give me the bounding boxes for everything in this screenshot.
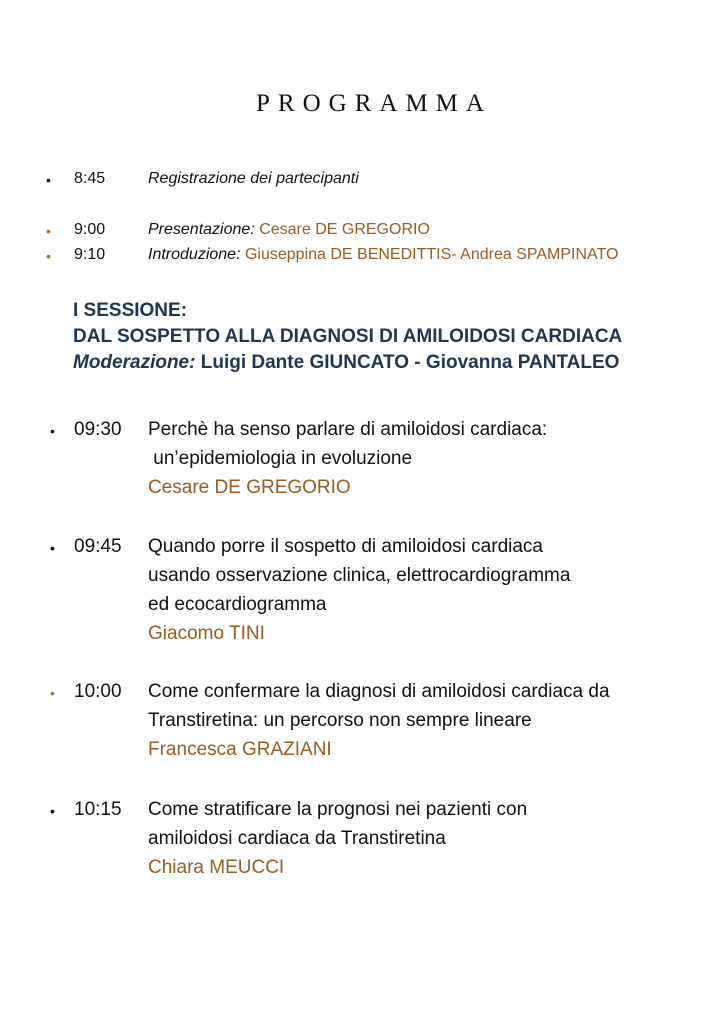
- talk-title-line: Transtiretina: un percorso non sempre lineare: [148, 710, 532, 731]
- talk-title-line: usando osservazione clinica, elettrocardiogramma: [148, 565, 571, 586]
- talk-speaker: Cesare DE GREGORIO: [148, 477, 351, 498]
- page-title: PROGRAMMA: [256, 90, 492, 117]
- talk-time: 10:00: [74, 681, 122, 702]
- moderation-label: Moderazione:: [73, 352, 196, 373]
- talk-body: [148, 677, 610, 764]
- bullet-icon: •: [46, 223, 51, 239]
- session-header: [73, 298, 622, 376]
- item-time: 9:10: [74, 246, 106, 263]
- item-speaker: Giuseppina DE BENEDITTIS- Andrea SPAMPINATO: [244, 246, 619, 263]
- bullet-icon: •: [50, 685, 55, 701]
- bullet-icon: •: [50, 540, 55, 556]
- talk-time: 09:45: [74, 536, 122, 557]
- session-heading: I SESSIONE:: [73, 300, 188, 321]
- item-speaker: Cesare DE GREGORIO: [259, 221, 430, 238]
- talk-time: 09:30: [74, 419, 122, 440]
- bullet-icon: •: [46, 172, 51, 188]
- talk-body: [148, 415, 547, 502]
- session-moderation: [73, 350, 622, 376]
- talk-time: 10:15: [74, 799, 122, 820]
- bullet-icon: •: [50, 803, 55, 819]
- talk-body: [148, 795, 527, 882]
- talk-speaker: Francesca GRAZIANI: [148, 739, 332, 760]
- talk-title-line: Come confermare la diagnosi di amiloidosi cardiaca da: [148, 681, 610, 702]
- talk-title-line: Come stratificare la prognosi nei pazienti con: [148, 799, 528, 820]
- talk-title-line: Perchè ha senso parlare di amiloidosi cardiaca:: [148, 419, 548, 440]
- moderators: Luigi Dante GIUNCATO - Giovanna PANTALEO: [200, 352, 620, 373]
- session-subtitle: DAL SOSPETTO ALLA DIAGNOSI DI AMILOIDOSI CARDIACA: [73, 326, 623, 347]
- bullet-icon: •: [46, 248, 51, 264]
- talk-title-line: ed ecocardiogramma: [148, 594, 327, 615]
- item-label: Registrazione dei partecipanti: [148, 170, 359, 187]
- item-text: [148, 243, 618, 267]
- item-time: 8:45: [74, 170, 106, 187]
- bullet-icon: •: [50, 423, 55, 439]
- talk-body: [148, 532, 570, 648]
- item-label: Introduzione:: [148, 246, 241, 263]
- item-label: Presentazione:: [148, 221, 255, 238]
- talk-title-line: Quando porre il sospetto di amiloidosi cardiaca: [148, 536, 543, 557]
- talk-title-line: amiloidosi cardiaca da Transtiretina: [148, 828, 446, 849]
- item-time: 9:00: [74, 221, 106, 238]
- talk-speaker: Giacomo TINI: [148, 623, 265, 644]
- talk-speaker: Chiara MEUCCI: [148, 857, 285, 878]
- talk-title-line: un’epidemiologia in evoluzione: [148, 448, 413, 469]
- item-text: [148, 218, 430, 242]
